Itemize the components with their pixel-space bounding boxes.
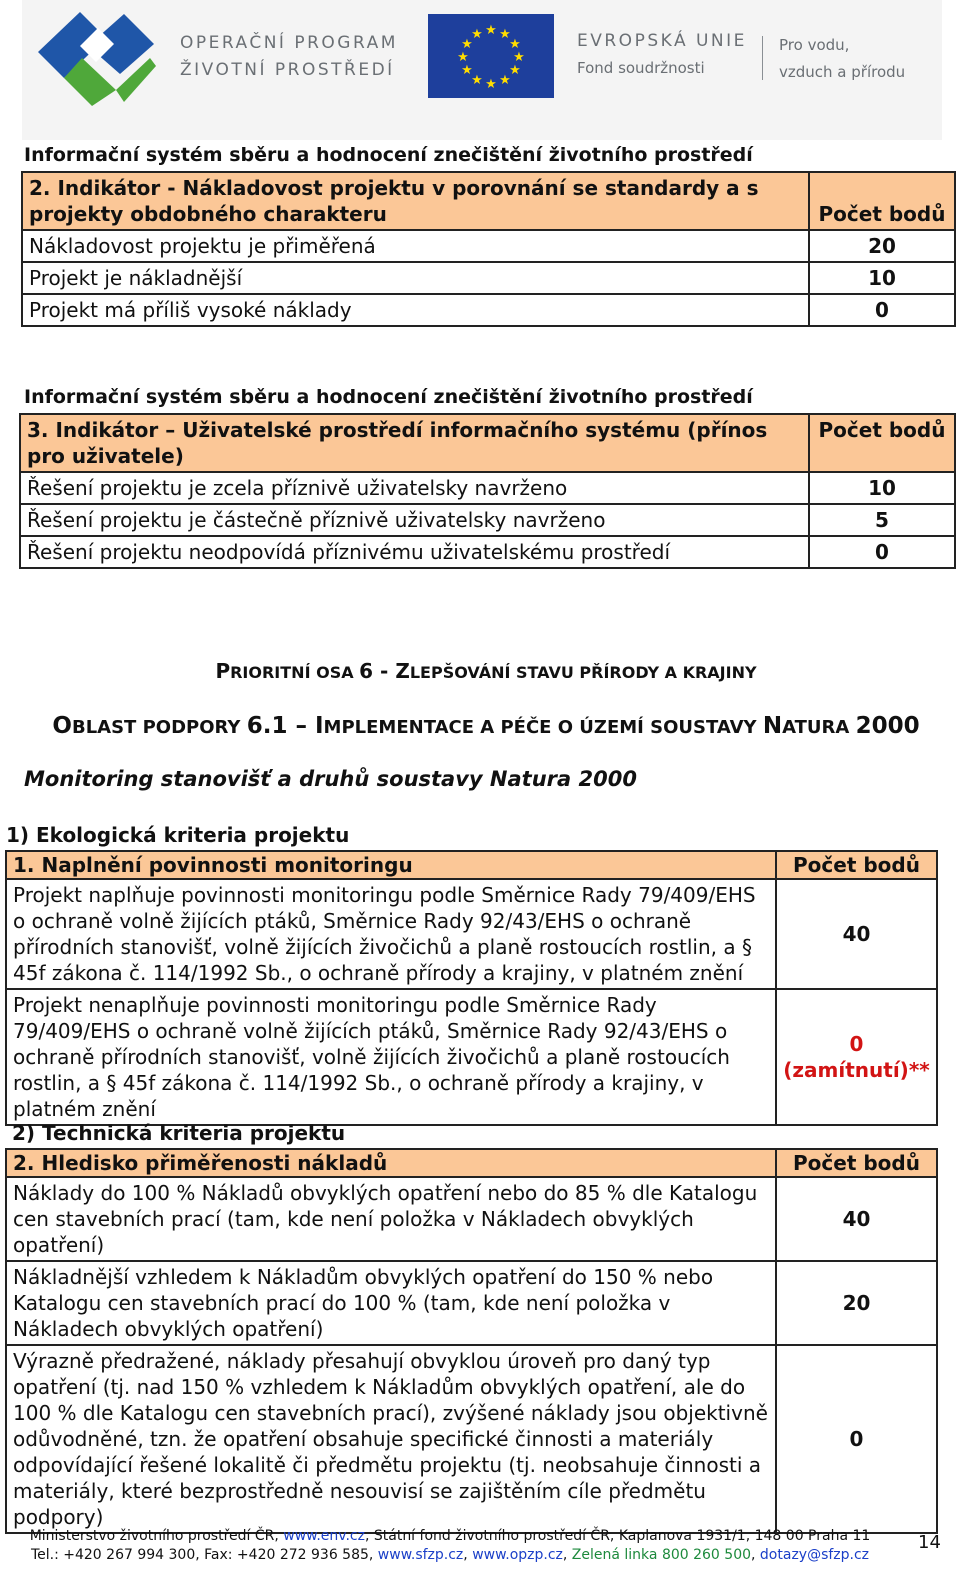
- eu-name: EVROPSKÁ UNIE: [577, 31, 747, 51]
- row-text: Projekt nenaplňuje povinnosti monitoringu podle Směrnice Rady 79/409/EHS o ochraně volně žijících ptáků, Směrnice Rady 92/43/EHS o ochraně přírodních stanovišť, volně žijících živočichů a planě rostoucích rostlin, a § 45f zákona č. 114/1992 Sb., o ochraně přírody a krajiny, v platném znění: [6, 989, 776, 1125]
- header-divider: [762, 36, 763, 80]
- op-zp-logo-icon: [28, 6, 160, 108]
- footer-phone: Tel.: +420 267 994 300, Fax: +420 272 936 585,: [30, 1547, 378, 1563]
- row-text: Řešení projektu neodpovídá příznivému uživatelskému prostředí: [20, 536, 809, 568]
- table-row: [6, 989, 937, 1125]
- sa-cap-1: O: [52, 713, 72, 739]
- row-text: Výrazně předražené, náklady přesahují obvyklou úroveň pro daný typ opatření (tj. nad 150 % vzhledem k Nákladům obvyklých opatření, ale do 100 % dle Katalogu cen stavebních prací), zvýšené náklady jsou objektivně odůvodněné, tzn. že opatření obsahuje specifické činnosti a materiály odpovídající řešené lokalitě či předmětu projektu (tj. neobsahuje činnosti a materiály, které bezprostředně nesouvisí se zajištěním cíle předmětu podpory): [6, 1345, 776, 1533]
- footer-link-opzp[interactable]: www.opzp.cz: [472, 1547, 563, 1563]
- table-row: [6, 879, 937, 989]
- svg-text:★: ★: [499, 73, 511, 88]
- footer-green-line: Zelená linka 800 260 500: [571, 1547, 752, 1563]
- sa-num: 6.1 –: [246, 713, 315, 739]
- footer-ministry: Ministerstvo životního prostředí ČR,: [29, 1528, 284, 1544]
- svg-text:★: ★: [485, 23, 497, 38]
- row-points: [776, 989, 937, 1125]
- table-row: [20, 536, 955, 568]
- points-header: Počet bodů: [776, 851, 937, 879]
- row-points: 20: [809, 230, 955, 262]
- table-header-row: [20, 414, 955, 472]
- page-footer: [0, 1527, 960, 1565]
- sa-rest-1: BLAST PODPORY: [71, 717, 247, 738]
- pa-rest-2: LEPŠOVÁNÍ STAVU PŘÍRODY A KRAJINY: [409, 663, 757, 682]
- svg-text:★: ★: [499, 27, 511, 42]
- sa-cap-3: N: [762, 713, 783, 739]
- row-text: Náklady do 100 % Nákladů obvyklých opatření nebo do 85 % dle Katalogu cen stavebních prací (tam, kde není položka v Nákladech obvyklých opatření): [6, 1177, 776, 1261]
- row-points: 10: [809, 262, 955, 294]
- row-points: 0: [809, 294, 955, 326]
- section2-caption: Informační systém sběru a hodnocení znečištění životního prostředí: [24, 386, 753, 408]
- svg-text:★: ★: [509, 63, 521, 78]
- page-number: 14: [918, 1532, 941, 1553]
- svg-text:★: ★: [471, 27, 483, 42]
- points-value: 0: [849, 1032, 864, 1056]
- table-row: [22, 262, 955, 294]
- row-text: Řešení projektu je zcela příznivě uživatelsky navrženo: [20, 472, 809, 504]
- pa-cap-1: P: [215, 659, 231, 683]
- ecological-caption: 1) Ekologická kriteria projektu: [6, 823, 350, 847]
- row-points: [776, 879, 937, 989]
- svg-text:★: ★: [461, 37, 473, 52]
- row-text: Nákladnější vzhledem k Nákladům obvyklých opatření do 150 % nebo Katalogu cen stavebních prací do 100 % (tam, kde není položka v Nákladech obvyklých opatření): [6, 1261, 776, 1345]
- eu-fund: Fond soudržnosti: [577, 59, 705, 77]
- footer-sep: ,: [463, 1547, 473, 1563]
- footer-sep: ,: [751, 1547, 760, 1563]
- footer-address: , Státní fond životního prostředí ČR, Kaplanova 1931/1, 148 00 Praha 11: [364, 1528, 871, 1544]
- table-row: [20, 504, 955, 536]
- support-area-title: [0, 713, 960, 739]
- svg-text:★: ★: [461, 63, 473, 78]
- row-points: 0: [809, 536, 955, 568]
- eu-text: [577, 31, 747, 77]
- table-row: [22, 294, 955, 326]
- row-points: 0: [776, 1345, 937, 1533]
- points-header: Počet bodů: [809, 414, 955, 472]
- indicator2-table: [21, 171, 956, 327]
- pa-cap-2: Z: [395, 659, 410, 683]
- table-header-row: [6, 1149, 937, 1177]
- indicator-title: 2. Indikátor - Nákladovost projektu v porovnání se standardy a s projekty obdobného charakteru: [22, 172, 809, 230]
- technical-caption: 2) Technická kriteria projektu: [12, 1121, 346, 1145]
- footer-sep: ,: [562, 1547, 572, 1563]
- pa-num: 6 -: [359, 659, 396, 683]
- ecological-table: [5, 850, 938, 1126]
- points-header: Počet bodů: [776, 1149, 937, 1177]
- row-text: Projekt je nákladnější: [22, 262, 809, 294]
- pa-rest-1: RIORITNÍ OSA: [230, 663, 360, 682]
- row-points: 40: [776, 1177, 937, 1261]
- row-text: Nákladovost projektu je přiměřená: [22, 230, 809, 262]
- sa-year: 2000: [855, 713, 920, 739]
- svg-text:★: ★: [457, 50, 469, 65]
- table-row: [6, 1177, 937, 1261]
- header-banner: [22, 0, 942, 140]
- row-text: Projekt má příliš vysoké náklady: [22, 294, 809, 326]
- indicator-title: 3. Indikátor – Uživatelské prostředí informačního systému (přínos pro uživatele): [20, 414, 809, 472]
- row-points: 10: [809, 472, 955, 504]
- sa-cap-2: I: [314, 713, 324, 739]
- section1-caption: Informační systém sběru a hodnocení znečištění životního prostředí: [24, 144, 753, 166]
- sa-rest-3: ATURA: [782, 717, 856, 738]
- footer-link-env[interactable]: www.env.cz: [283, 1528, 365, 1544]
- program-line-1: OPERAČNÍ PROGRAM: [180, 33, 398, 53]
- footer-line-2: [0, 1546, 960, 1565]
- table-row: [6, 1261, 937, 1345]
- eu-flag-icon: [428, 14, 554, 98]
- table-row: [20, 472, 955, 504]
- points-value: 40: [842, 922, 871, 946]
- motto-line-2: vzduch a přírodu: [779, 63, 906, 81]
- table-header-row: [6, 851, 937, 879]
- svg-text:★: ★: [509, 37, 521, 52]
- rejection-note: (zamítnutí)**: [783, 1058, 930, 1082]
- priority-axis-title: [0, 659, 960, 683]
- footer-link-sfzp[interactable]: www.sfzp.cz: [377, 1547, 464, 1563]
- points-header: Počet bodů: [809, 172, 955, 230]
- technical-table: [5, 1148, 938, 1534]
- table-row: [22, 230, 955, 262]
- indicator-title: 1. Naplnění povinnosti monitoringu: [6, 851, 776, 879]
- indicator-title: 2. Hledisko přiměřenosti nákladů: [6, 1149, 776, 1177]
- svg-text:★: ★: [513, 50, 525, 65]
- row-points: 20: [776, 1261, 937, 1345]
- footer-line-1: [0, 1527, 960, 1546]
- row-points: 5: [809, 504, 955, 536]
- monitoring-title: Monitoring stanovišť a druhů soustavy Natura 2000: [24, 767, 637, 791]
- motto: [779, 32, 905, 86]
- program-name: [180, 30, 398, 84]
- svg-text:★: ★: [471, 73, 483, 88]
- footer-email-link[interactable]: dotazy@sfzp.cz: [759, 1547, 870, 1563]
- program-line-2: ŽIVOTNÍ PROSTŘEDÍ: [180, 60, 395, 80]
- indicator3-table: [19, 413, 956, 569]
- motto-line-1: Pro vodu,: [779, 36, 850, 54]
- row-text: Řešení projektu je částečně příznivě uživatelsky navrženo: [20, 504, 809, 536]
- table-header-row: [22, 172, 955, 230]
- table-row: [6, 1345, 937, 1533]
- sa-rest-2: MPLEMENTACE A PÉČE O ÚZEMÍ SOUSTAVY: [323, 717, 763, 738]
- svg-text:★: ★: [485, 77, 497, 92]
- row-text: Projekt naplňuje povinnosti monitoringu podle Směrnice Rady 79/409/EHS o ochraně volně žijících ptáků, Směrnice Rady 92/43/EHS o ochraně přírodních stanovišť, volně žijících živočichů a planě rostoucích rostlin, a § 45f zákona č. 114/1992 Sb., o ochraně přírody a krajiny, v platném znění: [6, 879, 776, 989]
